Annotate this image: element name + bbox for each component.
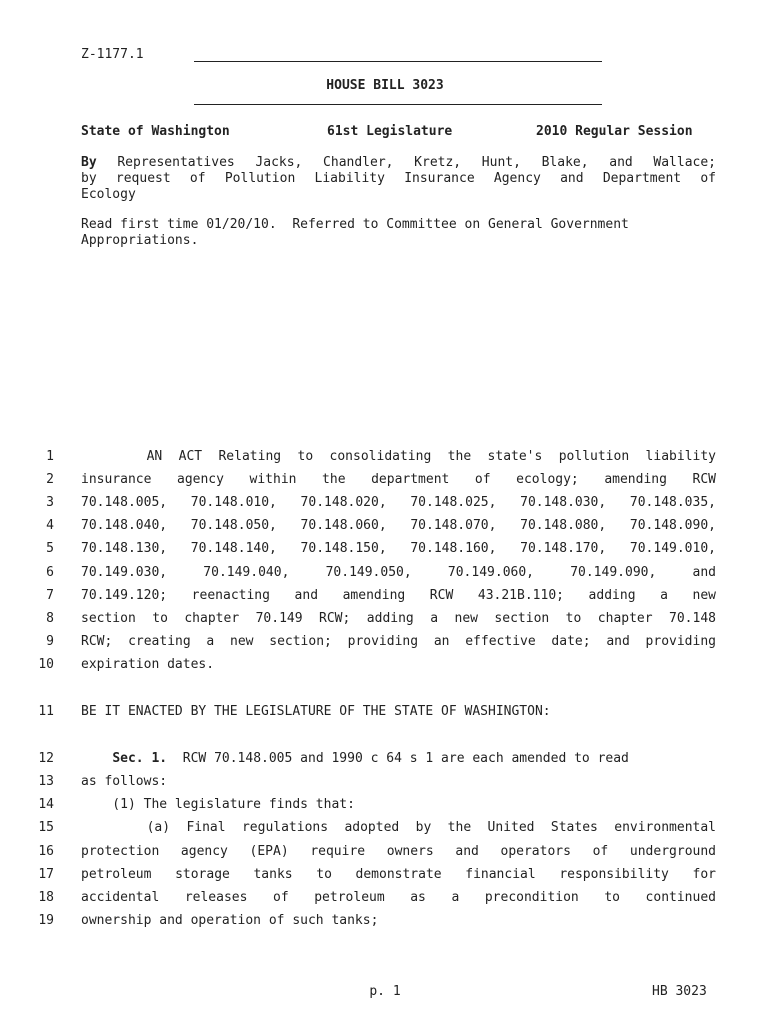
line-number: 5 — [46, 541, 54, 556]
line-number: 15 — [38, 820, 54, 835]
line-number: 7 — [46, 588, 54, 603]
body-line: (1) The legislature finds that: — [81, 797, 355, 812]
line-number: 18 — [38, 890, 54, 905]
line-number: 10 — [38, 657, 54, 672]
footer-bill-code: HB 3023 — [652, 984, 707, 999]
line-number: 9 — [46, 634, 54, 649]
body-line: 70.149.120; reenacting and amending RCW 43.21B.110; adding a new — [81, 588, 716, 603]
session-name: 2010 Regular Session — [536, 124, 693, 139]
section-heading-line — [81, 747, 716, 770]
line-number: 11 — [38, 704, 54, 719]
body-line: 70.148.130, 70.148.140, 70.148.150, 70.148.160, 70.148.170, 70.149.010, — [81, 541, 716, 556]
line-number: 6 — [46, 565, 54, 580]
line-number: 16 — [38, 844, 54, 859]
body-line: insurance agency within the department of ecology; amending RCW — [81, 472, 716, 487]
body-line: 70.149.030, 70.149.040, 70.149.050, 70.149.060, 70.149.090, and — [81, 565, 716, 580]
line-number: 19 — [38, 913, 54, 928]
line-number: 14 — [38, 797, 54, 812]
legislature-name: 61st Legislature — [327, 124, 453, 139]
body-line: accidental releases of petroleum as a precondition to continued — [81, 890, 716, 905]
line-number: 17 — [38, 867, 54, 882]
read-line-1: Read first time 01/20/10. Referred to Committee on General Government — [81, 217, 629, 232]
body-line: ownership and operation of such tanks; — [81, 913, 379, 928]
sponsors-text-1: Representatives Jacks, Chandler, Kretz, Hunt, Blake, and Wallace; — [117, 155, 717, 170]
body-line: expiration dates. — [81, 657, 215, 672]
header-rule-bottom — [194, 104, 602, 105]
page-number: p. 1 — [369, 984, 401, 999]
body-line: RCW; creating a new section; providing an effective date; and providing — [81, 634, 716, 649]
body-line: petroleum storage tanks to demonstrate financial responsibility for — [81, 867, 716, 882]
sponsors-block — [81, 155, 716, 203]
body-line: AN ACT Relating to consolidating the state's pollution liability — [81, 449, 716, 464]
body-line: (a) Final regulations adopted by the United States environmental — [81, 820, 716, 835]
state-name: State of Washington — [81, 124, 230, 139]
body-line: section to chapter 70.149 RCW; adding a new section to chapter 70.148 — [81, 611, 716, 626]
document-code: Z-1177.1 — [81, 47, 144, 62]
line-number: 13 — [38, 774, 54, 789]
by-label: By — [81, 155, 97, 170]
sponsors-line-2: by request of Pollution Liability Insurance Agency and Department of — [81, 171, 716, 186]
body-line: 70.148.005, 70.148.010, 70.148.020, 70.148.025, 70.148.030, 70.148.035, — [81, 495, 716, 510]
line-number: 2 — [46, 472, 54, 487]
line-number: 3 — [46, 495, 54, 510]
body-line: protection agency (EPA) require owners and operators of underground — [81, 844, 716, 859]
line-number: 12 — [38, 751, 54, 766]
section-label: Sec. 1. — [112, 751, 168, 766]
sponsors-line-1 — [81, 155, 716, 171]
body-line: as follows: — [81, 774, 168, 789]
read-line-2: Appropriations. — [81, 233, 199, 248]
body-line: 70.148.040, 70.148.050, 70.148.060, 70.148.070, 70.148.080, 70.148.090, — [81, 518, 716, 533]
enacting-clause: BE IT ENACTED BY THE LEGISLATURE OF THE STATE OF WASHINGTON: — [81, 704, 551, 719]
line-number: 4 — [46, 518, 54, 533]
sponsors-line-3: Ecology — [81, 187, 136, 202]
read-first-block — [81, 217, 716, 249]
header-rule-top — [194, 61, 602, 62]
bill-title: HOUSE BILL 3023 — [326, 78, 444, 93]
line-number: 1 — [46, 449, 54, 464]
line-number: 8 — [46, 611, 54, 626]
section-heading-text: RCW 70.148.005 and 1990 c 64 s 1 are each amended to read — [167, 751, 629, 766]
